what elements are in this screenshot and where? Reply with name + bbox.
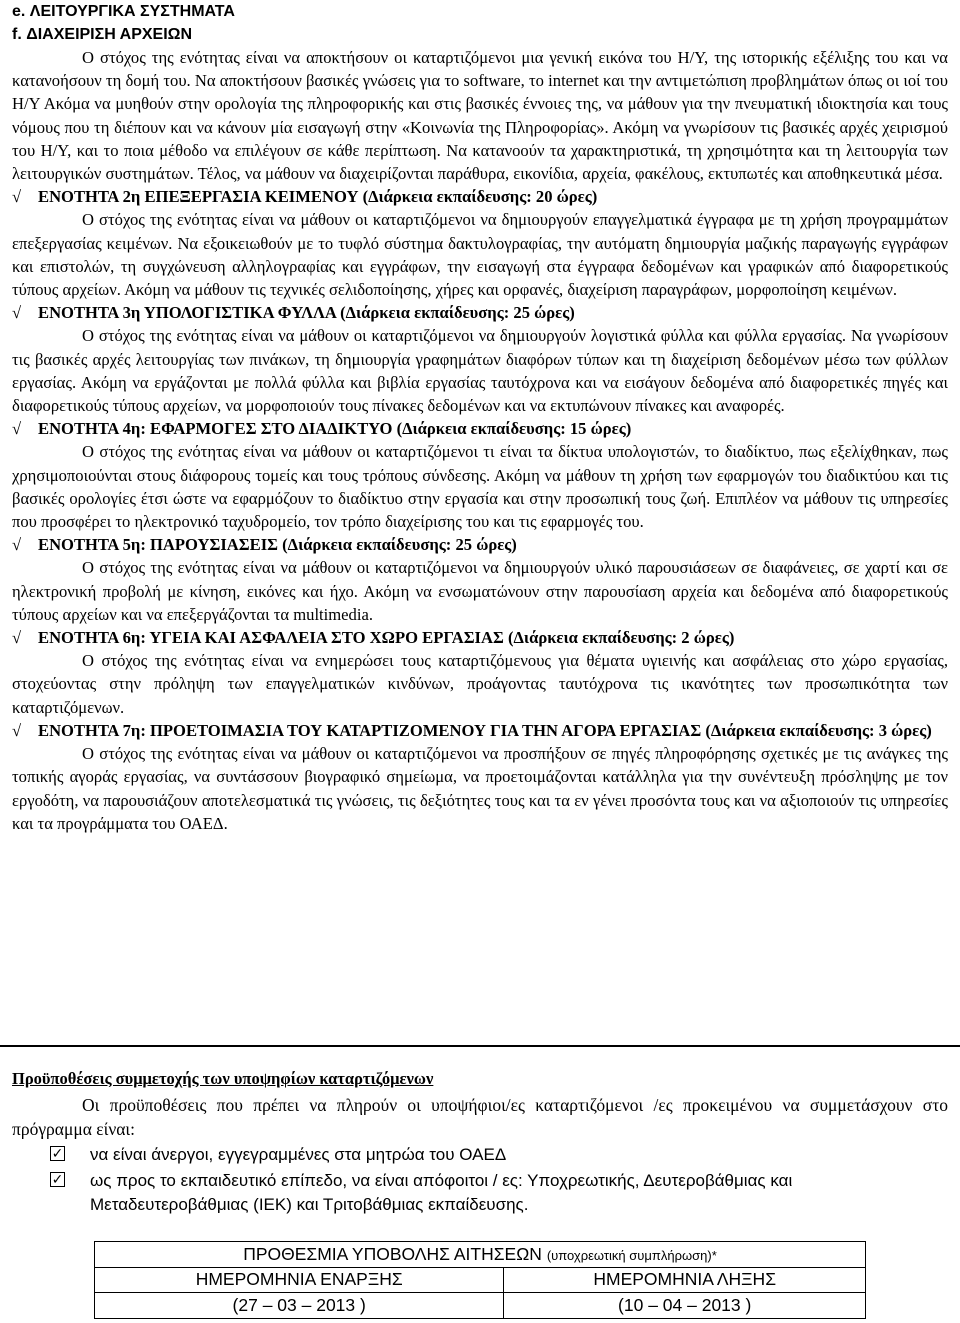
list-heading-f: f. ΔΙΑΧΕΙΡΙΣΗ ΑΡΧΕΙΩΝ: [12, 26, 193, 43]
section-divider: [0, 1045, 960, 1047]
deadline-title: ΠΡΟΘΕΣΜΙΑ ΥΠΟΒΟΛΗΣ ΑΙΤΗΣΕΩΝ (υποχρεωτική συμπλήρωση)*: [95, 1242, 866, 1268]
checked-box-icon: ✓: [51, 1171, 64, 1187]
prerequisites-title: Προϋποθέσεις συμμετοχής των υποψηφίων καταρτιζόμενων: [12, 1069, 434, 1088]
check-mark-icon: √: [12, 303, 22, 323]
intro-paragraph: Ο στόχος της ενότητας είναι να αποκτήσουν οι καταρτιζόμενοι μια γενική εικόνα του Η/Υ, της ιστορικής εξέλιξης του και να κατανοήσουν τη δομή του. Να αποκτήσουν βασικές γνώσεις για το software, το internet και την αντιμετώπιση προβλημάτων όπως οι ιοί του Η/Υ Ακόμα να μυηθούν στην ορολογία της πληροφορικής και στις βασικές έννοιες της, να μάθουν για την πνευματική ιδιοκτησία και τους νόμους που τη διέπουν και να κάνουν μία εισαγωγή στην «Κοινωνία της Πληροφορίας». Ακόμη να γνωρίσουν τις βασικές αρχές χειρισμού του Η/Υ, και το ποια μέθοδο να επιλέγουν σε κάθε περίπτωση. Να κατανοούν τα χαρακτηριστικά, τη χρησιμότητα και τη λειτουργία των λειτουργικών συστημάτων. Τέλος, να μάθουν να διαχειρίζονται παράθυρα, εικονίδια, αρχεία, φακέλους, εκτυπωτές και αποθηκευτικά μέσα.: [12, 48, 948, 184]
deadline-note: (υποχρεωτική συμπλήρωση)*: [546, 1247, 717, 1263]
unit-2-body: Ο στόχος της ενότητας είναι να μάθουν οι καταρτιζόμενοι να δημιουργούν επαγγελματικά έγγραφα με τη χρήση προγραμμάτων επεξεργασίας κειμένων. Να εξοικειωθούν με το τυφλό σύστημα δακτυλογραφίας, την αυτόματη δημιουργία μαζικής παραγωγής εγγράφων και επιστολών, τη συγχώνευση αλληλογραφίας και εγγράφων, την εισαγωγή στα έγγραφα δεδομένων και γραφικών από διαφορετικούς τύπους αρχείων. Ακόμη να μάθουν τις τεχνικές σελιδοποίησης, χήρες και ορφανές, διαχείριση παραγράφων, μορφοποίηση κειμένων.: [12, 210, 948, 300]
start-date-value: (27 – 03 – 2013 ): [95, 1293, 504, 1319]
check-mark-icon: √: [12, 419, 22, 439]
prerequisites-section: [12, 1067, 948, 1217]
unit-7-body: Ο στόχος της ενότητας είναι να μάθουν οι καταρτιζόμενοι να προσπήξουν σε πηγές πληροφόρησης σχετικές με τις ανάγκες της τοπικής αγοράς εργασίας, να συντάσσουν βιογραφικό σημείωμα, να προετοιμάζονται κατάλληλα για την συνέντευξη πρόσληψης με τον εργοδότη, να παρουσιάζουν αποτελεσματικά τις γνώσεις, τις δεξιότητες τους και τα εν γένει προσόντα τους και να αξιοποιούν τις υπηρεσίες και τα προγράμματα του ΟΑΕΔ.: [12, 744, 948, 833]
end-date-value: (10 – 04 – 2013 ): [504, 1293, 866, 1319]
check-mark-icon: √: [12, 187, 22, 207]
list-heading-e: e. ΛΕΙΤΟΥΡΓΙΚΑ ΣΥΣΤΗΜΑΤΑ: [12, 3, 235, 20]
start-date-label: ΗΜΕΡΟΜΗΝΙΑ ΕΝΑΡΞΗΣ: [95, 1267, 504, 1293]
check-mark-icon: √: [12, 535, 22, 555]
unit-6-title: √ ΕΝΟΤΗΤΑ 6η: ΥΓΕΙΑ ΚΑΙ ΑΣΦΑΛΕΙΑ ΣΤΟ ΧΩΡΟ ΕΡΓΑΣΙΑΣ (Διάρκεια εκπαίδευσης: 2 ώρες): [12, 626, 948, 649]
deadline-table: [94, 1241, 866, 1319]
unit-4-body: Ο στόχος της ενότητας είναι να μάθουν οι καταρτιζόμενοι τι είναι τα δίκτυα υπολογιστών, το διαδίκτυο, πως εξελίχθηκαν, πως χρησιμοποιούνται στους διάφορους τομείς και τους τρόπους σύνδεσης. Ακόμη να μάθουν τη χρήση των εφαρμογών του διαδικτύου και τις βασικές ορολογίες έτσι ώστε να εφαρμόζουν το διαδίκτυο στην εργασία και στην προσωπική τους ζωή. Επιπλέον να μάθουν τις υπηρεσίες που προσφέρει το ηλεκτρονικό ταχυδρομείο, τον τρόπο διαχείρισης του και τις εφαρμογές του.: [12, 442, 948, 532]
unit-6-body: Ο στόχος της ενότητας είναι να ενημερώσει τους καταρτιζόμενους για θέματα υγιεινής και ασφάλειας στο χώρο εργασίας, στοχεύοντας στην πρόληψη των επαγγελματικών κινδύνων, προάγοντας ταυτόχρονα τις ικανότητες των προσωπικότητα των καταρτιζόμενων.: [12, 651, 948, 717]
prerequisites-intro: Οι προϋποθέσεις που πρέπει να πληρούν οι υποψήφιοι/ες καταρτιζόμενοι /ες προκειμένου να συμμετάσχουν στο πρόγραμμα είναι:: [12, 1095, 948, 1139]
unit-2-title: √ ΕΝΟΤΗΤΑ 2η ΕΠΕΞΕΡΓΑΣΙΑ ΚΕΙΜΕΝΟΥ (Διάρκεια εκπαίδευσης: 20 ώρες): [12, 185, 948, 208]
end-date-label: ΗΜΕΡΟΜΗΝΙΑ ΛΗΞΗΣ: [504, 1267, 866, 1293]
document-body: [12, 0, 948, 835]
checked-box-icon: ✓: [51, 1145, 64, 1161]
unit-4-title: √ ΕΝΟΤΗΤΑ 4η: ΕΦΑΡΜΟΓΕΣ ΣΤΟ ΔΙΑΔΙΚΤΥΟ (Διάρκεια εκπαίδευσης: 15 ώρες): [12, 417, 948, 440]
check-mark-icon: √: [12, 628, 22, 648]
prerequisite-item: ✓ να είναι άνεργοι, εγγεγραμμένες στα μητρώα του ΟΑΕΔ: [51, 1145, 507, 1164]
unit-7-title: √ ΕΝΟΤΗΤΑ 7η: ΠΡΟΕΤΟΙΜΑΣΙΑ ΤΟΥ ΚΑΤΑΡΤΙΖΟΜΕΝΟΥ ΓΙΑ ΤΗΝ ΑΓΟΡΑ ΕΡΓΑΣΙΑΣ (Διάρκεια εκπαίδευσης: 3 ώρες): [12, 719, 948, 742]
unit-3-body: Ο στόχος της ενότητας είναι να μάθουν οι καταρτιζόμενοι να δημιουργούν λογιστικά φύλλα και φύλλα εργασίας. Να γνωρίσουν τις βασικές αρχές λειτουργίας των πινάκων, τη δημιουργία γραφημάτων διαφόρων τύπων και τη διαχείριση δεδομένων μέσω των φύλλων εργασίας. Ακόμη να εργάζονται με πολλά φύλλα και βιβλία εργασίας ταυτόχρονα και να εισάγουν δεδομένα από διαφορετικές πηγές και διαφορετικούς τύπους αρχείων, να μορφοποιούν τους πίνακες δεδομένων και να εκτυπώνουν πίνακες και αναφορές.: [12, 326, 948, 416]
prerequisite-item: ✓ ως προς το εκπαιδευτικό επίπεδο, να είναι απόφοιτοι / ες: Υποχρεωτικής, Δευτεροβάθμιας και Μεταδευτεροβάθμιας (ΙΕΚ) και Τριτοβάθμιας εκπαίδευσης.: [51, 1171, 793, 1214]
unit-5-body: Ο στόχος της ενότητας είναι να μάθουν οι καταρτιζόμενοι να δημιουργούν υλικό παρουσιάσεων σε διαφάνειες, σε χαρτί και σε ηλεκτρονική προβολή με κίνηση, εικόνες και ήχο. Ακόμη να ενσωματώνουν στην παρουσίαση αρχεία και δεδομένα από διαφορετικούς τύπους αρχείων και να επεξεργάζονται τα multimedia.: [12, 558, 948, 624]
unit-3-title: √ ΕΝΟΤΗΤΑ 3η ΥΠΟΛΟΓΙΣΤΙΚΑ ΦΥΛΛΑ (Διάρκεια εκπαίδευσης: 25 ώρες): [12, 301, 948, 324]
unit-5-title: √ ΕΝΟΤΗΤΑ 5η: ΠΑΡΟΥΣΙΑΣΕΙΣ (Διάρκεια εκπαίδευσης: 25 ώρες): [12, 533, 948, 556]
check-mark-icon: √: [12, 720, 22, 740]
